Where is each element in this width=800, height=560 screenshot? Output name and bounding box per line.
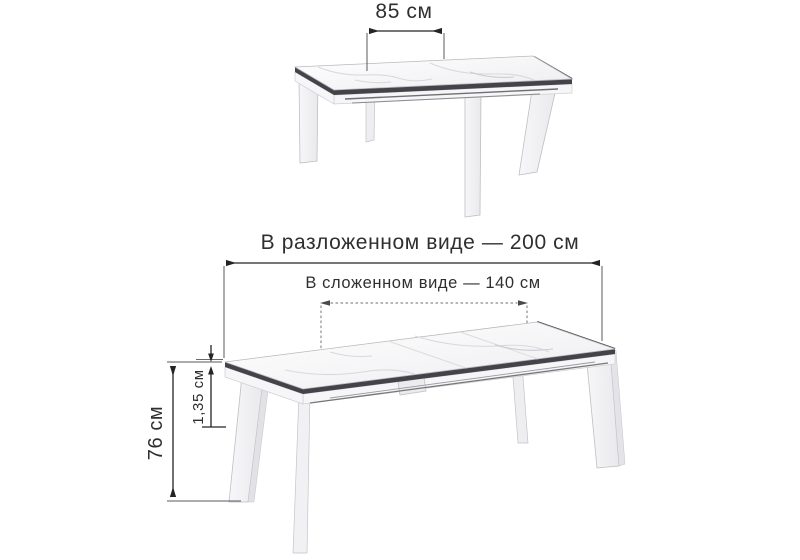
thickness-dimension-label: 1,35 см [189,369,207,425]
folded-table-illustration [295,56,572,217]
height-dimension-label: 76 см [144,405,167,461]
folded-table-leg-front-right [465,95,481,217]
dotted-arrowhead-left [320,300,330,306]
extended-length-dimension-label: В разложенном виде — 200 см [260,230,580,254]
depth-dimension-label: 85 см [375,0,433,23]
dotted-arrowhead-right [518,300,528,306]
folded-length-dimension-label: В сложенном виде — 140 см [305,274,541,292]
extended-table-leg-front-left [293,393,310,553]
extended-table-illustration [225,322,625,553]
thickness-arrowhead-down [208,354,214,363]
